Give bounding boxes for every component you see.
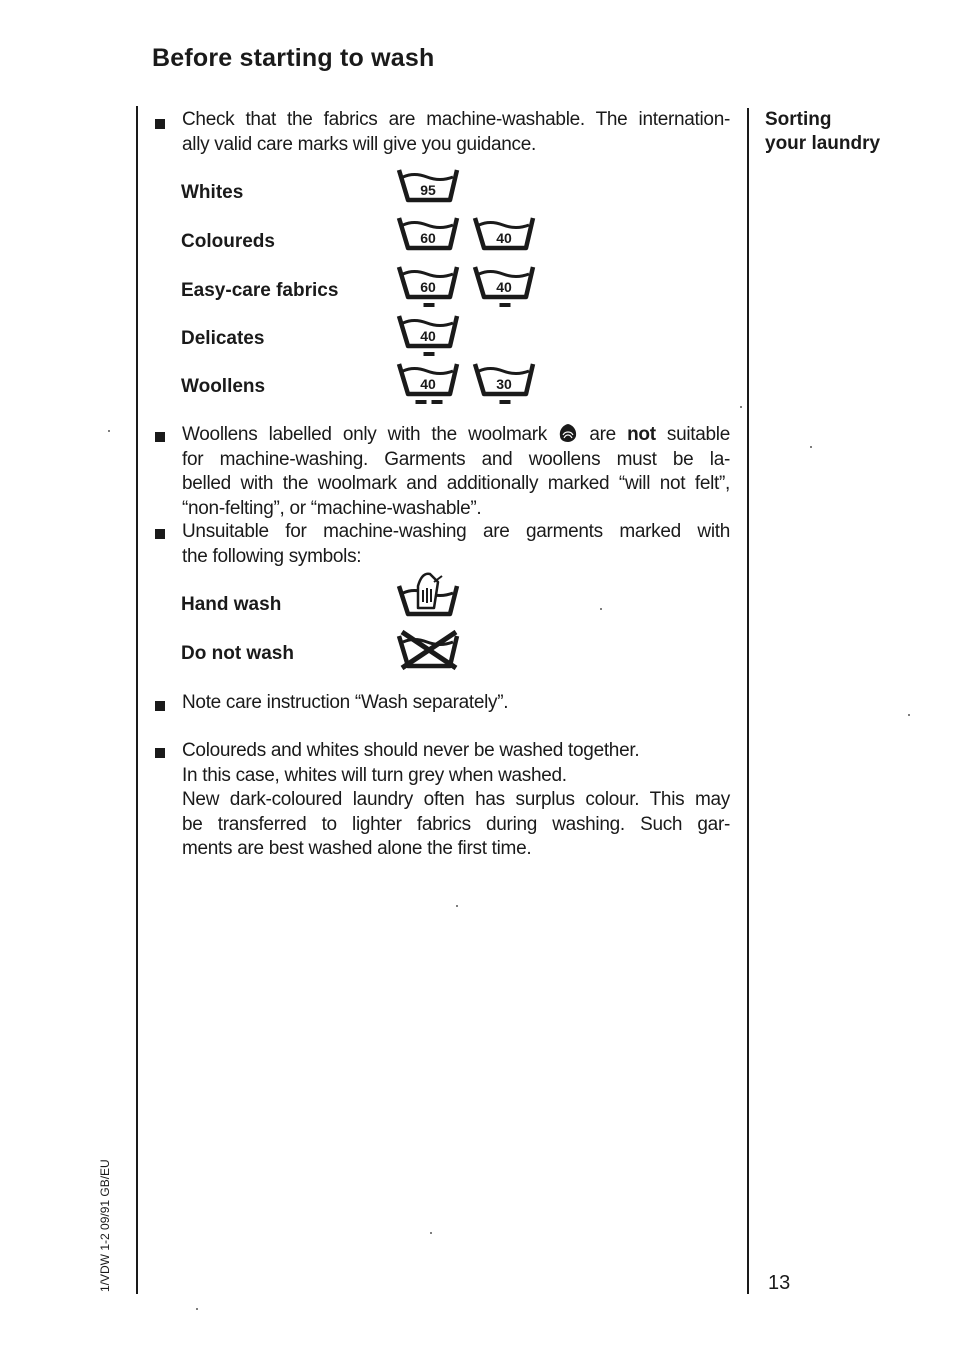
intro-paragraph	[182, 108, 730, 157]
colour-line: ments are best washed alone the first time.	[182, 838, 532, 859]
woolmark-text-before: Woollens labelled only with the woolmark	[182, 424, 548, 445]
care-label-woollens: Woollens	[181, 376, 266, 397]
scan-speck	[810, 446, 812, 448]
woolmark-line: “non-felting”, or “machine-washable”.	[182, 497, 482, 519]
woolmark-icon	[558, 423, 578, 443]
care-label-delicates: Delicates	[181, 328, 265, 349]
unsuitable-label-do-not-wash: Do not wash	[181, 643, 294, 664]
scan-speck	[430, 1232, 432, 1234]
gentle-cycle-bar	[416, 400, 427, 404]
care-label-coloureds: Coloureds	[181, 231, 275, 252]
side-heading-line-1: Sorting	[765, 109, 832, 130]
wash-temperature: 60	[420, 279, 436, 295]
colour-paragraph	[182, 739, 730, 862]
right-margin-rule	[747, 108, 749, 1294]
scan-speck	[600, 608, 602, 610]
woolmark-first-line	[182, 423, 730, 448]
unsuitable-line: Unsuitable for machine-washing are garments marked with	[182, 521, 730, 542]
bullet-icon	[155, 748, 165, 758]
scan-speck	[196, 1308, 198, 1310]
bullet-icon	[155, 432, 165, 442]
page-title: Before starting to wash	[152, 44, 435, 72]
scan-speck	[108, 430, 110, 432]
wash-temperature: 95	[420, 182, 436, 198]
wash-tub-icon	[470, 261, 536, 321]
colour-line: Coloureds and whites should never be washed together.	[182, 740, 640, 761]
scan-speck	[740, 406, 742, 408]
colour-line: New dark-coloured laundry often has surplus colour. This may	[182, 789, 730, 810]
note-paragraph	[182, 691, 730, 716]
care-label-easy-care: Easy-care fabrics	[181, 280, 339, 301]
note-line: Note care instruction “Wash separately”.	[182, 692, 509, 713]
left-margin-rule	[136, 106, 138, 1294]
woolmark-line: for machine-washing. Garments and woollens must be la-	[182, 448, 730, 470]
wash-temperature: 40	[496, 279, 512, 295]
do-not-wash-icon	[394, 622, 460, 672]
unsuitable-label-hand-wash: Hand wash	[181, 594, 282, 615]
wash-temperature: 40	[420, 376, 436, 392]
woolmark-paragraph	[182, 423, 730, 521]
scan-speck	[456, 905, 458, 907]
woolmark-line: belled with the woolmark and additionally marked “will not felt”,	[182, 473, 730, 494]
unsuitable-paragraph	[182, 520, 730, 569]
gentle-cycle-bar	[500, 400, 511, 404]
wash-temperature: 40	[420, 328, 436, 344]
side-heading-line-2: your laundry	[765, 133, 881, 154]
page-number: 13	[768, 1272, 791, 1294]
bullet-icon	[155, 701, 165, 711]
woolmark-text-after: suitable	[666, 424, 730, 445]
gentle-cycle-bar	[432, 400, 443, 404]
unsuitable-line: the following symbols:	[182, 545, 362, 567]
gentle-cycle-bar	[424, 352, 435, 356]
woolmark-text-not: not	[627, 424, 656, 445]
intro-line: Check that the fabrics are machine-washable. The internation-	[182, 109, 730, 130]
wash-temperature: 30	[496, 376, 512, 392]
bullet-icon	[155, 529, 165, 539]
colour-line: be transferred to lighter fabrics during washing. Such gar-	[182, 813, 730, 835]
document-code: 1/VDW 1-2 09/91 GB/EU	[98, 1159, 112, 1292]
scan-speck	[908, 714, 910, 716]
intro-line: ally valid care marks will give you guidance.	[182, 133, 536, 155]
gentle-cycle-bar	[500, 303, 511, 307]
wash-tub-icon	[394, 358, 460, 418]
wash-temperature: 40	[496, 230, 512, 246]
colour-line: In this case, whites will turn grey when washed.	[182, 764, 567, 786]
hand-wash-icon	[394, 568, 460, 618]
woolmark-text-are: are	[589, 424, 616, 445]
care-label-whites: Whites	[181, 182, 244, 203]
wash-temperature: 60	[420, 230, 436, 246]
side-heading	[765, 108, 880, 156]
gentle-cycle-bar	[424, 303, 435, 307]
bullet-icon	[155, 119, 165, 129]
wash-tub-icon	[470, 358, 536, 418]
